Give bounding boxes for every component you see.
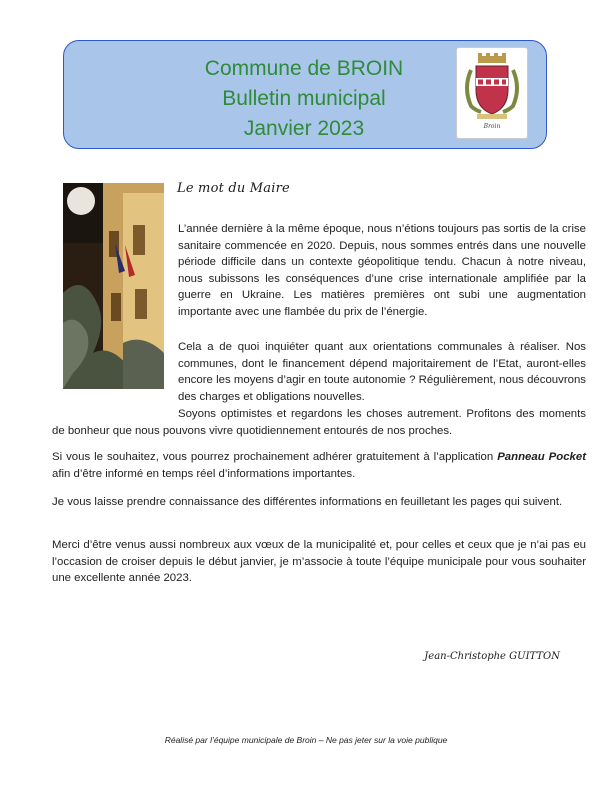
header-banner [63,40,547,149]
paragraph-4-text-a: Si vous le souhaitez, vous pourrez prochainement adhérer gratuitement à l’application [52,451,498,463]
coat-of-arms [456,47,528,139]
header-titles [184,54,424,144]
paragraph-4-text-b: afin d’être informé en temps réel d’informations importantes. [52,467,356,480]
commune-title: Commune de BROIN [204,57,404,80]
town-hall-photo [63,183,164,389]
section-heading: Le mot du Maire [177,181,290,196]
mayor-signature: Jean-Christophe GUITTON [424,651,560,662]
bulletin-title: Bulletin municipal [222,87,386,110]
issue-date: Janvier 2023 [243,117,365,140]
paragraph-6: Merci d’être venus aussi nombreux aux vœux de la municipalité et, pour celles et ceux que je n’ai pas eu l’occasion de croiser depuis le début janvier, je m’associe à toute l’équipe municipale pour vous souhaiter une excellente année 2023. [52,539,586,585]
crest-caption: Broin [483,123,501,130]
paragraph-4 [52,449,586,482]
footer-note: Réalisé par l’équipe municipale de Broin – Ne pas jeter sur la voie publique [164,735,448,745]
paragraph-1: L’année dernière à la même époque, nous n’étions toujours pas sortis de la crise sanitaire commencée en 2020. Depuis, nous sommes entrés dans une nouvelle période difficile dans un contexte géopolitique tendu. Chacun à notre niveau, nous subissons les conséquences d’une crise internationale amplifiée par la guerre en Ukraine. Les matières premières ont subi une augmentation importante avec une flambée du prix de l’énergie. [178,223,586,318]
paragraph-3: Soyons optimistes et regardons les choses autrement. Profitons des moments de bonheur que nous pouvons vivre quotidiennement entourés de nos proches. [52,408,586,437]
paragraph-5: Je vous laisse prendre connaissance des différentes informations en feuilletant les pages qui suivent. [52,496,563,508]
app-name: Panneau Pocket [497,451,586,463]
paragraph-2: Cela a de quoi inquiéter quant aux orientations communales à réaliser. Nos communes, dont le financement dépend majoritairement de l’Etat, auront-elles encore les moyens d’agir en toute autonomie ? Régulièrement, nous découvrons des charges et obligations nouvelles. [178,341,586,403]
